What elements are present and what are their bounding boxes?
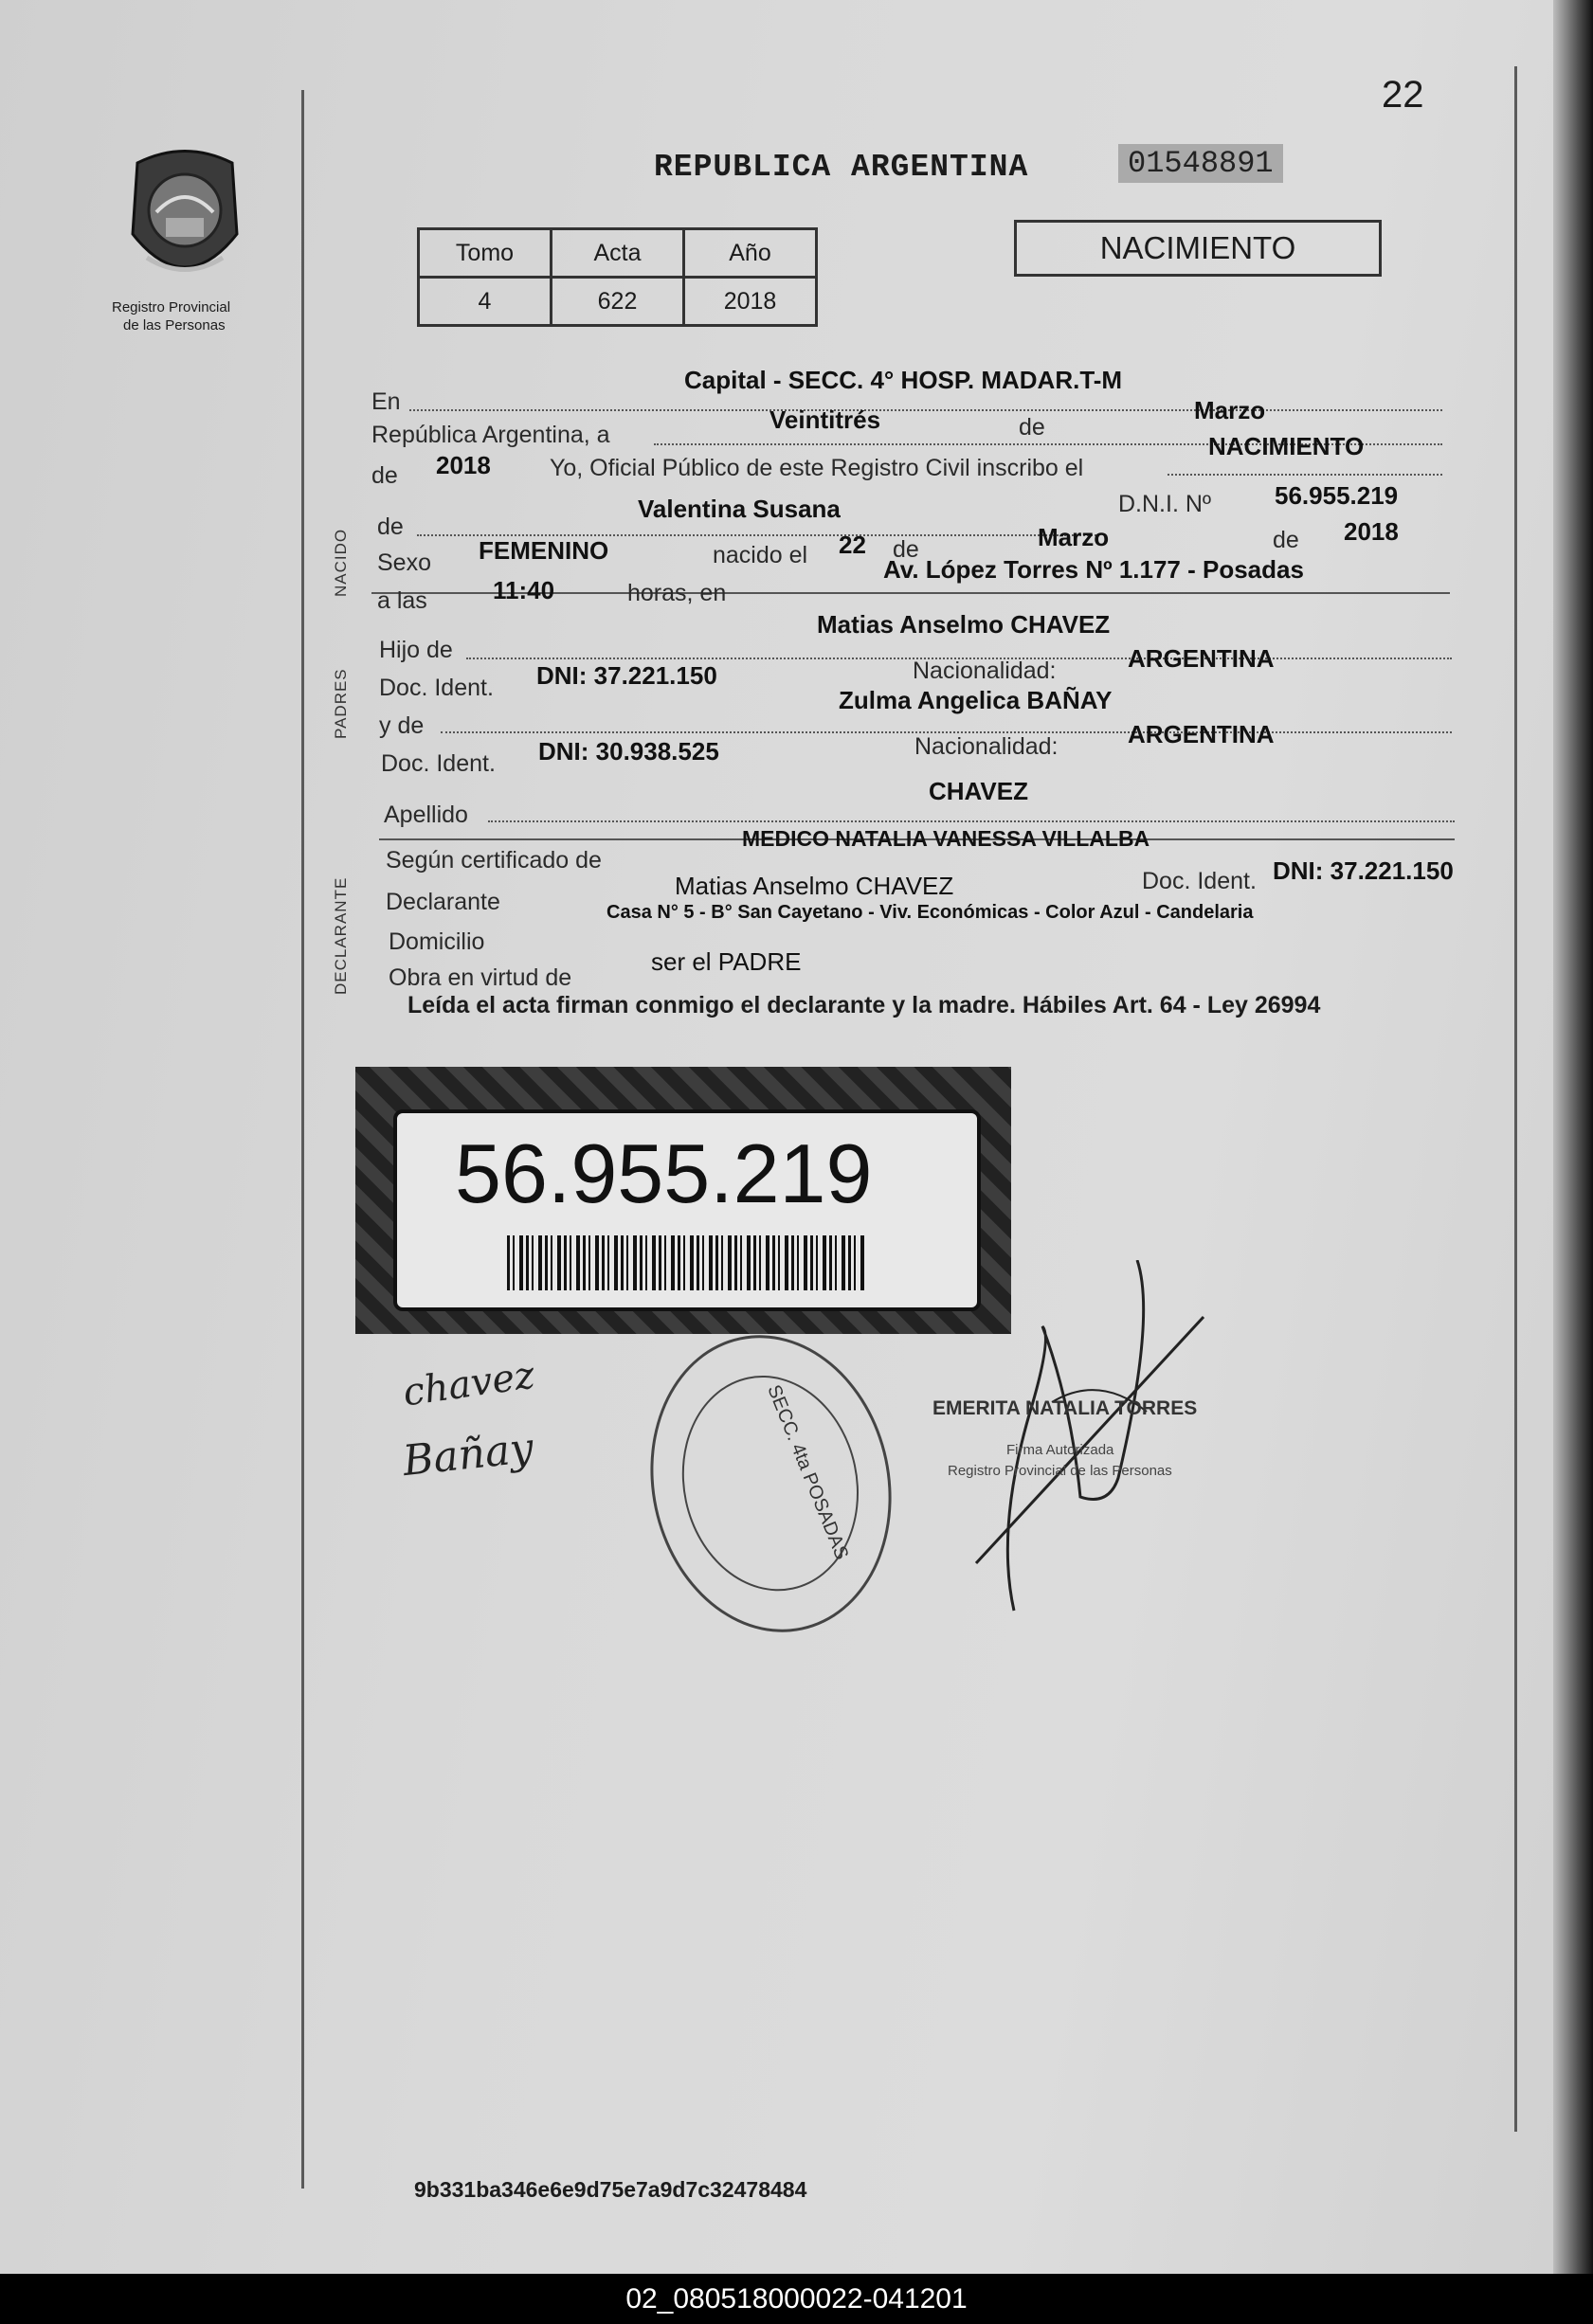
label-hijo-de: Hijo de	[379, 637, 453, 663]
value-anio-acta: 2018	[436, 451, 491, 479]
label-horas-en: horas, en	[627, 580, 727, 606]
value-tomo: 4	[419, 278, 552, 326]
section-declarante: DECLARANTE	[332, 876, 350, 995]
value-padre-nac: ARGENTINA	[1128, 644, 1275, 673]
document-hash: 9b331ba346e6e9d75e7a9d7c32478484	[414, 2177, 807, 2202]
label-apellido: Apellido	[384, 802, 468, 828]
value-nombre: Valentina Susana	[638, 495, 841, 523]
value-dia-nac: 22	[839, 531, 866, 559]
value-domicilio: Casa N° 5 - B° San Cayetano - Viv. Económicas - Color Azul - Candelaria	[606, 902, 1254, 923]
label-domicilio: Domicilio	[389, 928, 485, 955]
value-anio-nac: 2018	[1344, 517, 1399, 546]
page-title: REPUBLICA ARGENTINA	[654, 150, 1029, 185]
official-signature-stroke	[957, 1260, 1241, 1620]
dotted-line	[1168, 474, 1442, 476]
registry-label-2: de las Personas	[123, 317, 226, 333]
value-lugar: Capital - SECC. 4° HOSP. MADAR.T-M	[684, 366, 1123, 394]
section-padres: PADRES	[332, 668, 350, 739]
value-mes-acta: Marzo	[1194, 396, 1266, 424]
value-tipo: NACIMIENTO	[1208, 432, 1365, 460]
value-dni: 56.955.219	[1275, 481, 1399, 510]
coat-of-arms-logo	[118, 144, 251, 296]
header-acta: Acta	[552, 229, 684, 278]
label-doc-ident-3: Doc. Ident.	[1142, 868, 1257, 894]
page-number: 22	[1382, 74, 1424, 116]
value-sexo: FEMENINO	[479, 536, 609, 565]
value-apellido: CHAVEZ	[929, 777, 1028, 805]
value-madre-doc: DNI: 30.938.525	[538, 737, 719, 766]
right-margin-line	[1514, 66, 1517, 2132]
label-de-1: de	[1019, 414, 1045, 441]
page-edge	[1553, 0, 1593, 2274]
value-madre: Zulma Angelica BAÑAY	[839, 686, 1113, 714]
tomo-acta-anio-table	[417, 227, 818, 327]
official-name: EMERITA NATALIA TORRES	[932, 1397, 1198, 1419]
label-de-2: de	[371, 462, 398, 489]
dni-sticker-number: 56.955.219	[455, 1126, 873, 1220]
label-dni-no: D.N.I. Nº	[1118, 491, 1212, 517]
value-padre-doc: DNI: 37.221.150	[536, 661, 717, 690]
label-en: En	[371, 388, 401, 415]
label-a-las: a las	[377, 587, 427, 614]
label-nacido-el: nacido el	[713, 542, 808, 568]
header-anio: Año	[684, 229, 817, 278]
closing-text: Leída el acta firman conmigo el declarante y la madre. Hábiles Art. 64 - Ley 26994	[407, 992, 1321, 1018]
footer-id: 02_080518000022-041201	[625, 2283, 968, 2315]
serial-number: 01548891	[1118, 144, 1283, 183]
label-de-4: de	[893, 536, 919, 563]
label-de-5: de	[1273, 527, 1299, 553]
value-certificado: MEDICO NATALIA VANESSA VILLALBA	[742, 826, 1150, 851]
header-tomo: Tomo	[419, 229, 552, 278]
footer-id-bar	[0, 2274, 1593, 2324]
registry-label-1: Registro Provincial	[112, 299, 231, 315]
label-declarante: Declarante	[386, 889, 500, 915]
value-virtud: ser el PADRE	[651, 947, 802, 976]
barcode	[507, 1235, 867, 1290]
signature-2: Bañay	[400, 1423, 536, 1486]
label-yo-oficial: Yo, Oficial Público de este Registro Civil inscribo el	[550, 455, 1084, 481]
value-anio: 2018	[684, 278, 817, 326]
label-nacionalidad-2: Nacionalidad:	[914, 733, 1059, 760]
dni-sticker	[355, 1067, 1011, 1334]
label-doc-ident-2: Doc. Ident.	[381, 750, 496, 777]
value-mes-nac: Marzo	[1038, 523, 1110, 551]
label-doc-ident-1: Doc. Ident.	[379, 675, 494, 701]
document-type-box: NACIMIENTO	[1014, 220, 1382, 277]
value-lugar-nac: Av. López Torres Nº 1.177 - Posadas	[883, 555, 1304, 584]
left-margin-line	[301, 90, 304, 2189]
label-segun-certificado: Según certificado de	[386, 847, 602, 874]
value-declarante: Matias Anselmo CHAVEZ	[675, 872, 954, 900]
label-de-3: de	[377, 513, 404, 540]
dotted-line	[488, 820, 1455, 822]
label-republica-a: República Argentina, a	[371, 422, 610, 448]
seal-text: SECC. 4ta POSADAS	[763, 1381, 853, 1563]
value-padre: Matias Anselmo CHAVEZ	[817, 610, 1111, 639]
value-declarante-doc: DNI: 37.221.150	[1273, 856, 1454, 885]
value-hora: 11:40	[493, 576, 555, 604]
label-sexo: Sexo	[377, 549, 431, 576]
value-dia-texto: Veintitrés	[769, 405, 881, 434]
label-y-de: y de	[379, 712, 425, 739]
label-nacionalidad-1: Nacionalidad:	[913, 658, 1057, 684]
value-madre-nac: ARGENTINA	[1128, 720, 1275, 748]
official-role: Firma Autorizada	[1006, 1442, 1114, 1458]
section-nacido: NACIDO	[332, 528, 350, 597]
value-acta: 622	[552, 278, 684, 326]
label-obra-en-virtud: Obra en virtud de	[389, 964, 572, 991]
dotted-line	[409, 409, 1442, 411]
official-org: Registro Provincial de las Personas	[948, 1463, 1172, 1479]
signature-1: chavez	[400, 1353, 537, 1415]
